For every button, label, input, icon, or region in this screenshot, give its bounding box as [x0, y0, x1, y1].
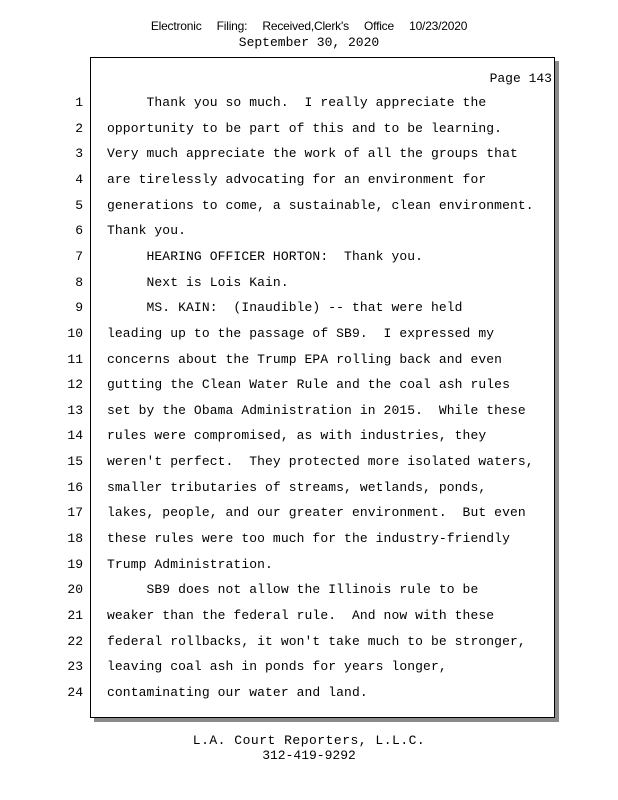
transcript-line	[0, 608, 560, 628]
line-text: weren't perfect. They protected more isolated waters,	[107, 454, 534, 470]
transcript-line	[0, 480, 560, 500]
line-number: 12	[67, 377, 83, 393]
line-number: 4	[75, 171, 83, 187]
filing-stamp-part4: Office	[364, 19, 394, 33]
line-text: lakes, people, and our greater environment. But even	[107, 505, 526, 521]
line-text: SB9 does not allow the Illinois rule to be	[107, 582, 479, 598]
line-text: MS. KAIN: (Inaudible) -- that were held	[107, 300, 463, 316]
line-text: opportunity to be part of this and to be learning.	[107, 120, 503, 136]
line-number: 10	[67, 325, 83, 341]
hearing-date: September 30, 2020	[238, 35, 380, 50]
line-text: federal rollbacks, it won't take much to be stronger,	[107, 633, 526, 649]
line-number: 11	[67, 351, 83, 367]
line-text: rules were compromised, as with industries, they	[107, 428, 487, 444]
line-number: 17	[67, 505, 83, 521]
filing-stamp	[0, 19, 618, 33]
transcript-line	[0, 172, 560, 192]
line-text: generations to come, a sustainable, clean environment.	[107, 197, 534, 213]
transcript-line	[0, 249, 560, 269]
line-text: gutting the Clean Water Rule and the coal ash rules	[107, 377, 510, 393]
transcript-line	[0, 634, 560, 654]
transcript-line	[0, 352, 560, 372]
filing-stamp-part1: Electronic	[150, 19, 202, 33]
line-number: 16	[67, 479, 83, 495]
transcript-line	[0, 582, 560, 602]
transcript-line	[0, 198, 560, 218]
page-number: Page 143	[489, 71, 552, 86]
line-number: 23	[67, 659, 83, 675]
line-number: 7	[75, 248, 83, 264]
line-number: 19	[67, 556, 83, 572]
transcript-line	[0, 146, 560, 166]
line-number: 15	[67, 454, 83, 470]
line-text: Thank you so much. I really appreciate the	[107, 95, 487, 110]
line-number: 24	[67, 684, 83, 700]
line-text: set by the Obama Administration in 2015. While these	[107, 402, 526, 418]
line-number: 22	[67, 633, 83, 649]
line-text: these rules were too much for the industry-friendly	[107, 531, 510, 547]
transcript-line	[0, 428, 560, 448]
line-text: Thank you.	[107, 223, 187, 239]
transcript-line	[0, 659, 560, 679]
line-number: 3	[75, 146, 83, 162]
transcript-line	[0, 377, 560, 397]
filing-stamp-part5: 10/23/2020	[409, 19, 468, 33]
line-number: 9	[75, 300, 83, 316]
line-number: 6	[75, 223, 83, 239]
line-number: 13	[67, 402, 83, 418]
line-text: leading up to the passage of SB9. I expressed my	[107, 325, 495, 341]
transcript-line	[0, 275, 560, 295]
line-text: weaker than the federal rule. And now with these	[107, 608, 495, 623]
line-number: 14	[67, 428, 83, 444]
line-number: 21	[67, 608, 83, 623]
line-number: 18	[67, 531, 83, 547]
transcript-line	[0, 95, 560, 115]
line-text: HEARING OFFICER HORTON: Thank you.	[107, 248, 424, 264]
transcript-line	[0, 454, 560, 474]
transcript-line	[0, 403, 560, 423]
line-text: Very much appreciate the work of all the groups that	[107, 146, 518, 162]
line-number: 1	[75, 95, 83, 110]
transcript-line	[0, 300, 560, 320]
footer-company: L.A. Court Reporters, L.L.C.	[192, 733, 426, 748]
line-text: leaving coal ash in ponds for years longer,	[107, 659, 447, 675]
transcript-line	[0, 121, 560, 141]
filing-stamp-part3: Received,Clerk's	[262, 19, 349, 33]
transcript-line	[0, 505, 560, 525]
line-number: 5	[75, 197, 83, 213]
line-number: 8	[75, 274, 83, 290]
filing-stamp-part2: Filing:	[216, 19, 248, 33]
line-text: concerns about the Trump EPA rolling back and even	[107, 351, 503, 367]
transcript-line	[0, 223, 560, 243]
line-number: 2	[75, 120, 83, 136]
transcript-line	[0, 557, 560, 577]
transcript-line	[0, 326, 560, 346]
transcript-line	[0, 685, 560, 705]
line-text: contaminating our water and land.	[107, 684, 368, 700]
line-text: Trump Administration.	[107, 556, 273, 572]
transcript-line	[0, 531, 560, 551]
line-text: are tirelessly advocating for an environment for	[107, 171, 487, 187]
line-text: smaller tributaries of streams, wetlands, ponds,	[107, 479, 487, 495]
line-number: 20	[67, 582, 83, 598]
line-text: Next is Lois Kain.	[107, 274, 289, 290]
footer-phone: 312-419-9292	[262, 748, 356, 763]
